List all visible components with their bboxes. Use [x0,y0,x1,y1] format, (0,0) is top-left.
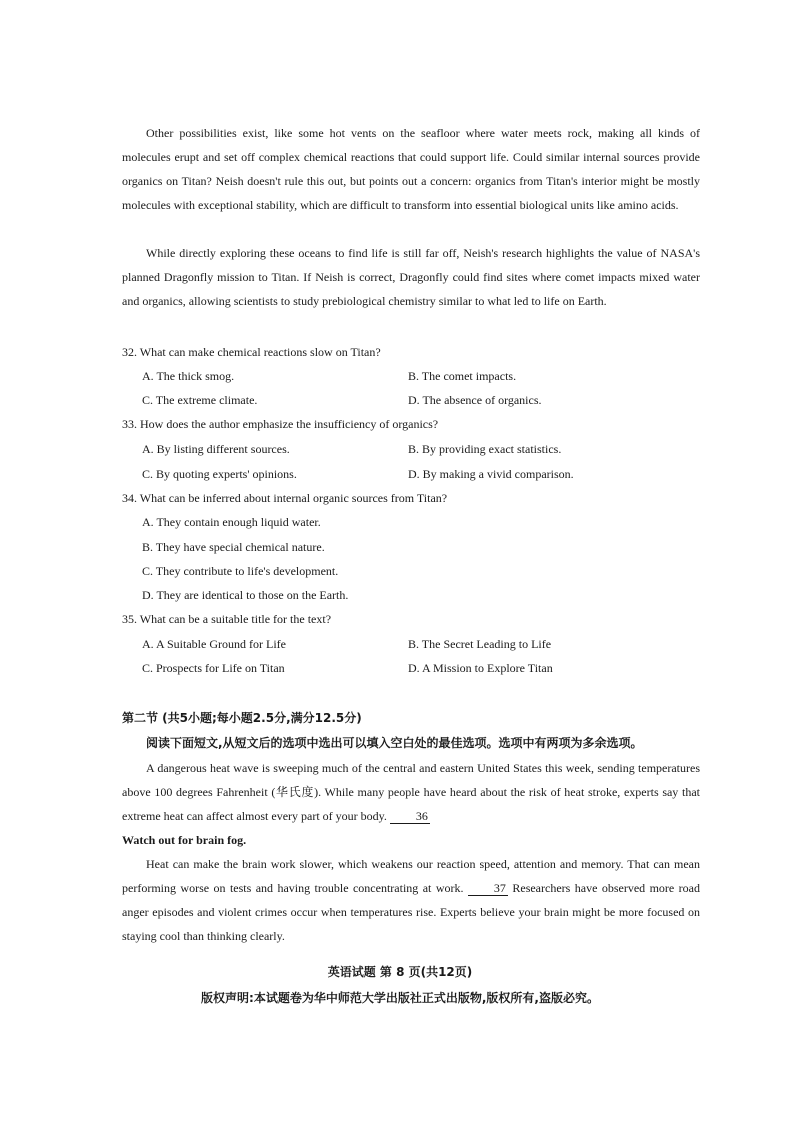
question-35-option-d: D. A Mission to Explore Titan [408,661,553,675]
section-2-paragraph-2-text-a: Heat can make the brain work slower, which weakens our reaction speed, attention and memory. That can mean performing worse on tests and having trouble concentrating at work. [122,857,700,895]
question-33-option-d: D. By making a vivid comparison. [408,467,574,481]
question-35-stem: 35. What can be a suitable title for the text? [122,612,332,626]
page-number-label: 英语试题 第 8 页(共12页) [327,965,473,979]
question-35-option-a: A. A Suitable Ground for Life [142,637,286,651]
question-32-option-d: D. The absence of organics. [408,393,542,407]
brain-fog-subheading: Watch out for brain fog. [122,833,247,847]
question-33-stem: 33. How does the author emphasize the insufficiency of organics? [122,417,439,431]
question-33-option-b: B. By providing exact statistics. [408,442,562,456]
question-33-option-a: A. By listing different sources. [142,442,290,456]
passage-paragraph-2: While directly exploring these oceans to find life is still far off, Neish's research highlights the value of NASA's planned Dragonfly mission to Titan. If Neish is correct, Dragonfly could find sites where comet impacts mixed water and organics, allowing scientists to study prebiological chemistry similar to what led to life on Earth. [122,246,700,308]
question-35-option-c: C. Prospects for Life on Titan [142,661,285,675]
question-34-option-a: A. They contain enough liquid water. [142,515,321,529]
question-32-option-b: B. The comet impacts. [408,369,517,383]
question-34-stem: 34. What can be inferred about internal organic sources from Titan? [122,491,448,505]
question-34-option-d: D. They are identical to those on the Earth. [142,588,349,602]
section-2-paragraph-2-text-b: Researchers have observed more road anger episodes and violent crimes occur when temperatures rise. Experts believe your brain might be more focused on staying cool than thinking clearly. [122,881,701,943]
section-2-instruction: 阅读下面短文,从短文后的选项中选出可以填入空白处的最佳选项。选项中有两项为多余选项。 [146,736,643,750]
question-32-option-a: A. The thick smog. [142,369,235,383]
section-2-heading: 第二节 (共5小题;每小题2.5分,满分12.5分) [122,711,362,725]
copyright-notice: 版权声明:本试题卷为华中师范大学出版社正式出版物,版权所有,盗版必究。 [201,991,599,1005]
question-34-option-b: B. They have special chemical nature. [142,540,325,554]
blank-37: 37 [468,881,508,896]
section-2-paragraph-1 [122,756,700,828]
section-2-paragraph-1-text: A dangerous heat wave is sweeping much of the central and eastern United States this week, sending temperatures above 100 degrees Fahrenheit (华氏度). While many people have heard about the risk of heat stroke, experts say that extreme heat can affect almost every part of your body. [122,761,700,823]
question-33-option-c: C. By quoting experts' opinions. [142,467,297,481]
passage-paragraph-1: Other possibilities exist, like some hot vents on the seafloor where water meets rock, making all kinds of molecules erupt and set off complex chemical reactions that could support life. Could similar internal sources provide organics on Titan? Neish doesn't rule this out, but points out a concern: organics from Titan's interior might be mostly molecules with exceptional stability, which are difficult to transform into essential biological units like amino acids. [122,126,700,212]
question-34-option-c: C. They contribute to life's development. [142,564,339,578]
section-2-paragraph-2 [122,852,700,948]
question-32-stem: 32. What can make chemical reactions slow on Titan? [122,345,381,359]
question-32-option-c: C. The extreme climate. [142,393,258,407]
blank-36: 36 [390,809,430,824]
question-35-option-b: B. The Secret Leading to Life [408,637,552,651]
